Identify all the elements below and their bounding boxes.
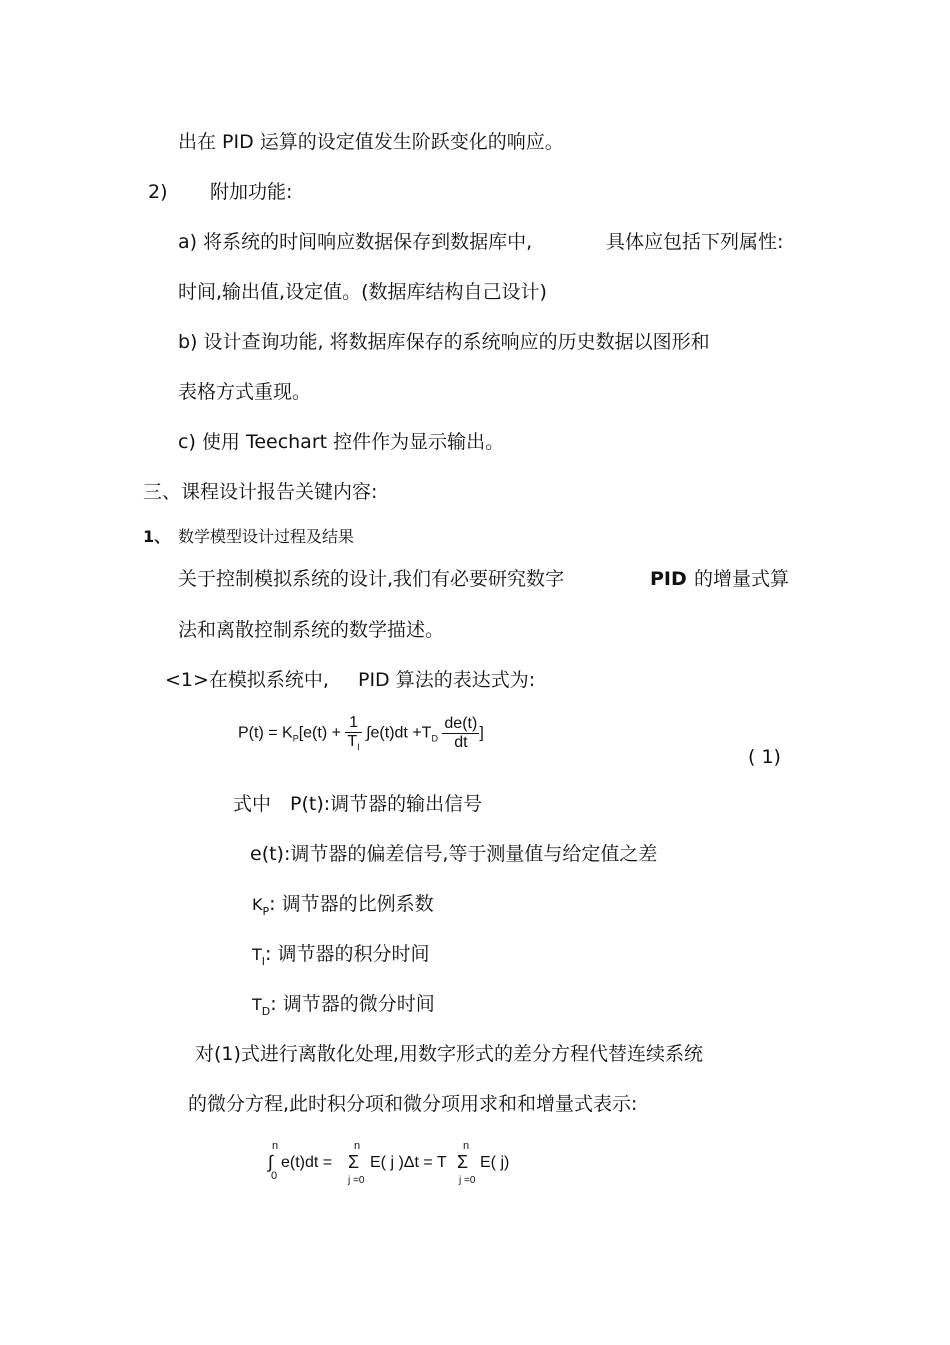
kp-sub: P <box>262 904 270 918</box>
item-a-line-2: 时间,输出值,设定值。(数据库结构自己设计) <box>178 281 547 303</box>
item-a-line-1: a) 将系统的时间响应数据保存到数据库中, <box>178 231 533 253</box>
intro-line-1-pid: PID <box>650 568 687 590</box>
item-b-line-2: 表格方式重现。 <box>178 381 312 403</box>
pid-expression-label: PID 算法的表达式为: <box>358 669 536 691</box>
def-kp <box>252 892 434 924</box>
def-td <box>252 992 435 1024</box>
plus-td: +T <box>412 724 432 742</box>
pid-formula <box>238 714 484 752</box>
kp-subscript: P <box>292 733 299 744</box>
sum2-body: E( j) <box>480 1154 510 1171</box>
subsection-title: 数学模型设计过程及结果 <box>178 527 355 546</box>
integral-upper-limit: n <box>272 1140 279 1152</box>
fraction-2-numerator: de(t) <box>444 714 478 732</box>
sum1-lower-limit: j =0 <box>348 1175 365 1186</box>
formula-bracket-open: [e(t) + <box>298 724 341 742</box>
td-sub: D <box>261 1004 271 1018</box>
def-deviation-signal: e(t):调节器的偏差信号,等于测量值与给定值之差 <box>250 843 658 865</box>
intro-line-1-tail: 的增量式算 <box>694 568 790 590</box>
analog-system-label: <1>在模拟系统中, <box>165 669 329 691</box>
sum2-upper-limit: n <box>463 1140 470 1152</box>
formula-bracket-close: ] <box>479 724 484 742</box>
fraction-1-denominator: T <box>347 733 358 750</box>
fraction-derivative <box>442 715 479 752</box>
discretization-line-1: 对(1)式进行离散化处理,用数字形式的差分方程代替连续系统 <box>195 1043 703 1065</box>
intro-line-1: 关于控制模拟系统的设计,我们有必要研究数字 <box>178 568 565 590</box>
discretization-line-2: 的微分方程,此时积分项和微分项用求和和增量式表示: <box>188 1093 638 1115</box>
ti-sub: I <box>261 954 266 968</box>
def-ti <box>252 942 429 974</box>
td-subscript: D <box>431 733 438 744</box>
ti-subscript: I <box>357 742 360 753</box>
def-intro-label: 式中 <box>233 793 272 815</box>
ti-symbol: T <box>252 945 262 964</box>
td-description: : 调节器的微分时间 <box>270 993 435 1015</box>
equation-number: ( 1) <box>748 746 781 768</box>
item-a-line-1-tail: 具体应包括下列属性: <box>606 231 784 253</box>
sum1-upper-limit: n <box>354 1140 361 1152</box>
sum1-body: E( j )Δt = T <box>370 1154 447 1171</box>
para-line-1: 出在 PID 运算的设定值发生阶跃变化的响应。 <box>178 131 564 153</box>
integral-body: e(t)dt = <box>281 1154 333 1171</box>
item-c-line: c) 使用 Teechart 控件作为显示输出。 <box>178 431 505 453</box>
fraction-integral-coefficient <box>345 714 361 752</box>
sum1-sign: Σ <box>348 1152 360 1172</box>
sum2-sign: Σ <box>457 1152 469 1172</box>
item-number-2: 2) <box>148 181 168 203</box>
item-heading-addon: 附加功能: <box>210 181 293 203</box>
integral-lower-limit: 0 <box>271 1170 278 1182</box>
fraction-2-denominator: dt <box>454 733 468 751</box>
intro-line-2: 法和离散控制系统的数学描述。 <box>178 619 445 641</box>
def-output-signal: P(t):调节器的输出信号 <box>290 793 483 815</box>
kp-symbol: K <box>252 895 263 914</box>
integral-sign: ∫ <box>268 1152 273 1172</box>
formula-lhs: P(t) = K <box>238 724 293 742</box>
sum2-lower-limit: j =0 <box>459 1175 476 1186</box>
td-symbol: T <box>252 995 262 1014</box>
subsection-number: 1、 <box>143 527 171 546</box>
discrete-integral-formula <box>268 1140 538 1190</box>
integral-term: ∫e(t)dt <box>366 724 408 742</box>
kp-description: : 调节器的比例系数 <box>269 893 434 915</box>
ti-description: : 调节器的积分时间 <box>265 943 430 965</box>
section-heading: 三、课程设计报告关键内容: <box>143 481 378 503</box>
fraction-1-numerator: 1 <box>345 714 361 733</box>
item-b-line-1: b) 设计查询功能, 将数据库保存的系统响应的历史数据以图形和 <box>178 331 710 353</box>
